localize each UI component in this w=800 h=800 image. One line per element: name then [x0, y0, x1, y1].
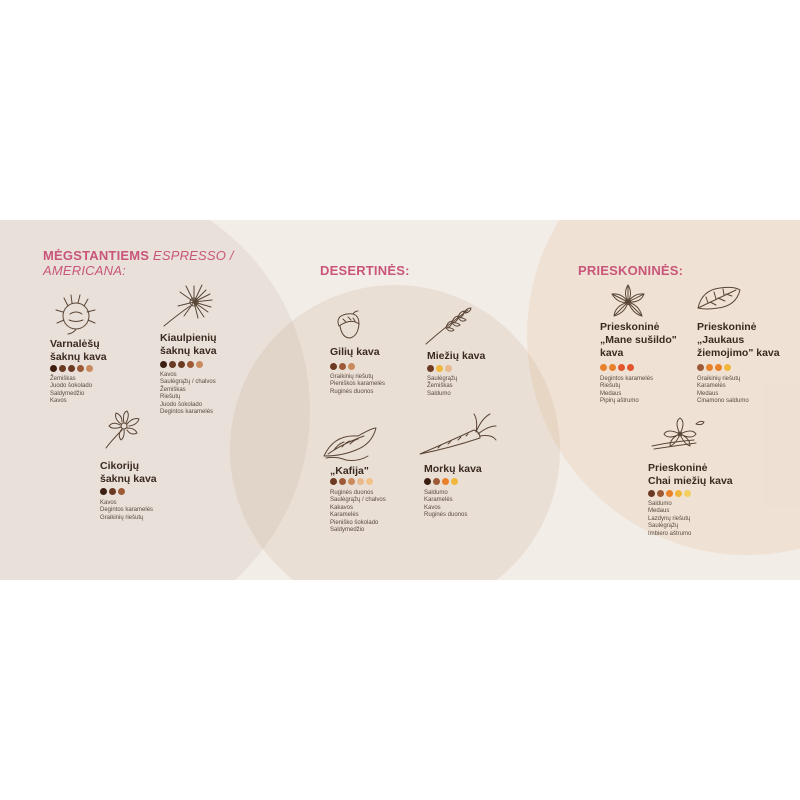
- product-title: [427, 350, 485, 363]
- intensity-dots: [160, 361, 203, 368]
- product-title: [600, 321, 677, 360]
- product-title-line: Kiaulpienių: [160, 332, 217, 344]
- flavor-note: Saldymedžio: [330, 527, 365, 534]
- flavor-note: Pipirų aštrumo: [600, 398, 639, 405]
- flavor-note: Žemiškas: [160, 386, 186, 393]
- flavor-notes: [100, 500, 153, 522]
- section-heading-espresso: [43, 248, 234, 278]
- intensity-dot: [109, 488, 116, 495]
- product-title-line: Cikorijų: [100, 460, 140, 472]
- intensity-dot: [178, 361, 185, 368]
- product-title-line: žiemojimo" kava: [697, 347, 780, 359]
- product-title: [330, 346, 380, 359]
- product-title-line: „Kafija": [330, 465, 369, 477]
- carrot-icon: [418, 412, 498, 458]
- flavor-note: Kavos: [100, 500, 117, 506]
- intensity-dot: [618, 364, 625, 371]
- flavor-note: Degintos karamelės: [600, 376, 654, 382]
- intensity-dot: [68, 365, 75, 372]
- flavor-note: Saulėgrąžų / chalvos: [330, 497, 386, 504]
- intensity-dot: [724, 364, 731, 371]
- flavor-note: Kavos: [50, 398, 67, 405]
- intensity-dot: [196, 361, 203, 368]
- intensity-dot: [697, 364, 704, 371]
- intensity-dots: [424, 478, 458, 485]
- intensity-dot: [427, 365, 434, 372]
- intensity-dot: [50, 365, 57, 372]
- intensity-dots: [648, 490, 691, 497]
- intensity-dot: [187, 361, 194, 368]
- product-title: [50, 338, 107, 364]
- section-heading-desert: DESERTINĖS:: [320, 263, 410, 278]
- product-title: [697, 321, 780, 360]
- barley-icon: [424, 306, 474, 346]
- intensity-dots: [697, 364, 731, 371]
- leaf-icon: [696, 284, 742, 312]
- flavor-note: Saulėgrąžų: [427, 376, 458, 382]
- product-title: [330, 465, 369, 478]
- flavor-notes: [648, 501, 691, 538]
- flavor-note: Juodo šokolado: [160, 401, 203, 408]
- intensity-dot: [118, 488, 125, 495]
- flavor-note: Graikinių riešutų: [697, 376, 741, 382]
- product-title-line: Prieskoninė: [600, 321, 660, 333]
- intensity-dot: [86, 365, 93, 372]
- flavor-notes: [424, 490, 467, 520]
- flavor-note: Pieniškos karamelės: [330, 381, 386, 388]
- product-title: [648, 462, 733, 488]
- flavor-note: Ruginės duonos: [330, 490, 374, 496]
- flavor-note: Riešutų: [160, 394, 181, 401]
- intensity-dot: [715, 364, 722, 371]
- flavor-notes: [330, 374, 385, 396]
- product-title-line: šaknų kava: [50, 351, 107, 363]
- flavor-note: Graikinių riešutų: [100, 514, 144, 521]
- section-heading-spice: PRIESKONINĖS:: [578, 263, 684, 278]
- heading-italic: ESPRESSO /: [152, 248, 234, 263]
- product-title-line: Morkų kava: [424, 463, 482, 475]
- flavor-note: Karamelės: [330, 512, 359, 519]
- intensity-dot: [59, 365, 66, 372]
- heading-bold: MĖGSTANTIEMS: [43, 248, 150, 263]
- product-title-line: „Jaukaus: [697, 334, 745, 346]
- intensity-dot: [366, 478, 373, 485]
- intensity-dots: [100, 488, 125, 495]
- intensity-dot: [100, 488, 107, 495]
- intensity-dot: [627, 364, 634, 371]
- product-title-line: Miežių kava: [427, 350, 486, 362]
- flavor-note: Medaus: [648, 508, 670, 515]
- flavor-notes: [697, 376, 749, 406]
- intensity-dot: [77, 365, 84, 372]
- intensity-dot: [424, 478, 431, 485]
- flavor-note: Karamelės: [697, 383, 726, 390]
- flavor-note: Žemiškas: [50, 376, 76, 382]
- intensity-dots: [330, 478, 373, 485]
- flavor-note: Ruginės duonos: [424, 512, 468, 519]
- flavor-note: Saulėgrąžų / chalvos: [160, 379, 216, 386]
- intensity-dot: [451, 478, 458, 485]
- intensity-dot: [684, 490, 691, 497]
- flavor-notes: [330, 490, 386, 534]
- flavor-note: Saldumo: [648, 501, 672, 507]
- intensity-dot: [675, 490, 682, 497]
- flavor-note: Saldymedžio: [50, 390, 85, 397]
- product-title-line: Prieskoninė: [648, 462, 708, 474]
- intensity-dot: [330, 363, 337, 370]
- intensity-dot: [339, 478, 346, 485]
- intensity-dot: [348, 478, 355, 485]
- intensity-dot: [445, 365, 452, 372]
- flavor-note: Lazdynų riešutų: [648, 515, 691, 522]
- product-title: [160, 332, 217, 358]
- flavor-note: Degintos karamelės: [100, 507, 154, 514]
- flavor-note: Riešutų: [600, 383, 621, 390]
- flavor-note: Degintos karamelės: [160, 409, 214, 416]
- flavor-note: Pieniško šokolado: [330, 519, 379, 526]
- flavor-note: Juodo šokolado: [50, 383, 93, 390]
- product-title-line: šaknų kava: [160, 345, 217, 357]
- product-title-line: Chai miežių kava: [648, 475, 733, 487]
- flavor-note: Saldumo: [424, 490, 448, 496]
- flavor-notes: [427, 376, 457, 398]
- flavor-note: Žemiškas: [427, 383, 453, 390]
- intensity-dot: [433, 478, 440, 485]
- intensity-dot: [609, 364, 616, 371]
- intensity-dots: [427, 365, 452, 372]
- flavor-note: Kakavos: [330, 504, 354, 511]
- intensity-dots: [330, 363, 355, 370]
- intensity-dot: [600, 364, 607, 371]
- intensity-dot: [666, 490, 673, 497]
- product-title-line: Varnalėšų: [50, 338, 100, 350]
- flavor-note: Kavos: [160, 372, 177, 378]
- flavor-note: Cinamono saldumo: [697, 398, 749, 405]
- content-panel: [0, 220, 800, 580]
- heading-line2: AMERICANA:: [43, 263, 126, 278]
- intensity-dots: [600, 364, 634, 371]
- product-title-line: kava: [600, 347, 624, 359]
- star-anise-icon: [606, 282, 650, 322]
- intensity-dot: [330, 478, 337, 485]
- flavor-note: Imbiero aštrumo: [648, 530, 692, 537]
- product-title-line: „Mane sušildo": [600, 334, 677, 346]
- flavor-note: Ruginės duonos: [330, 388, 374, 395]
- flavor-note: Saulėgrąžų: [648, 523, 679, 530]
- flavor-note: Medaus: [697, 390, 719, 397]
- intensity-dot: [339, 363, 346, 370]
- flavor-note: Medaus: [600, 390, 622, 397]
- flavor-note: Saldumo: [427, 390, 451, 397]
- intensity-dots: [50, 365, 93, 372]
- intensity-dot: [160, 361, 167, 368]
- intensity-dot: [357, 478, 364, 485]
- flavor-note: Karamelės: [424, 497, 453, 504]
- intensity-dot: [169, 361, 176, 368]
- burdock-icon: [54, 290, 100, 336]
- vanilla-flower-icon: [650, 416, 710, 452]
- intensity-dot: [648, 490, 655, 497]
- product-title-line: Gilių kava: [330, 346, 380, 358]
- flavor-note: Graikinių riešutų: [330, 374, 374, 380]
- flavor-note: Kavos: [424, 504, 441, 511]
- flavor-notes: [600, 376, 653, 406]
- product-title: [424, 463, 482, 476]
- leaves-icon: [320, 426, 378, 462]
- flavor-notes: [160, 372, 216, 416]
- chicory-icon: [102, 410, 142, 450]
- intensity-dot: [706, 364, 713, 371]
- intensity-dot: [442, 478, 449, 485]
- product-title-line: šaknų kava: [100, 473, 157, 485]
- intensity-dot: [657, 490, 664, 497]
- intensity-dot: [348, 363, 355, 370]
- intensity-dot: [436, 365, 443, 372]
- product-title: [100, 460, 157, 486]
- acorn-icon: [331, 310, 365, 344]
- product-title-line: Prieskoninė: [697, 321, 757, 333]
- dandelion-icon: [162, 284, 216, 330]
- flavor-notes: [50, 376, 92, 406]
